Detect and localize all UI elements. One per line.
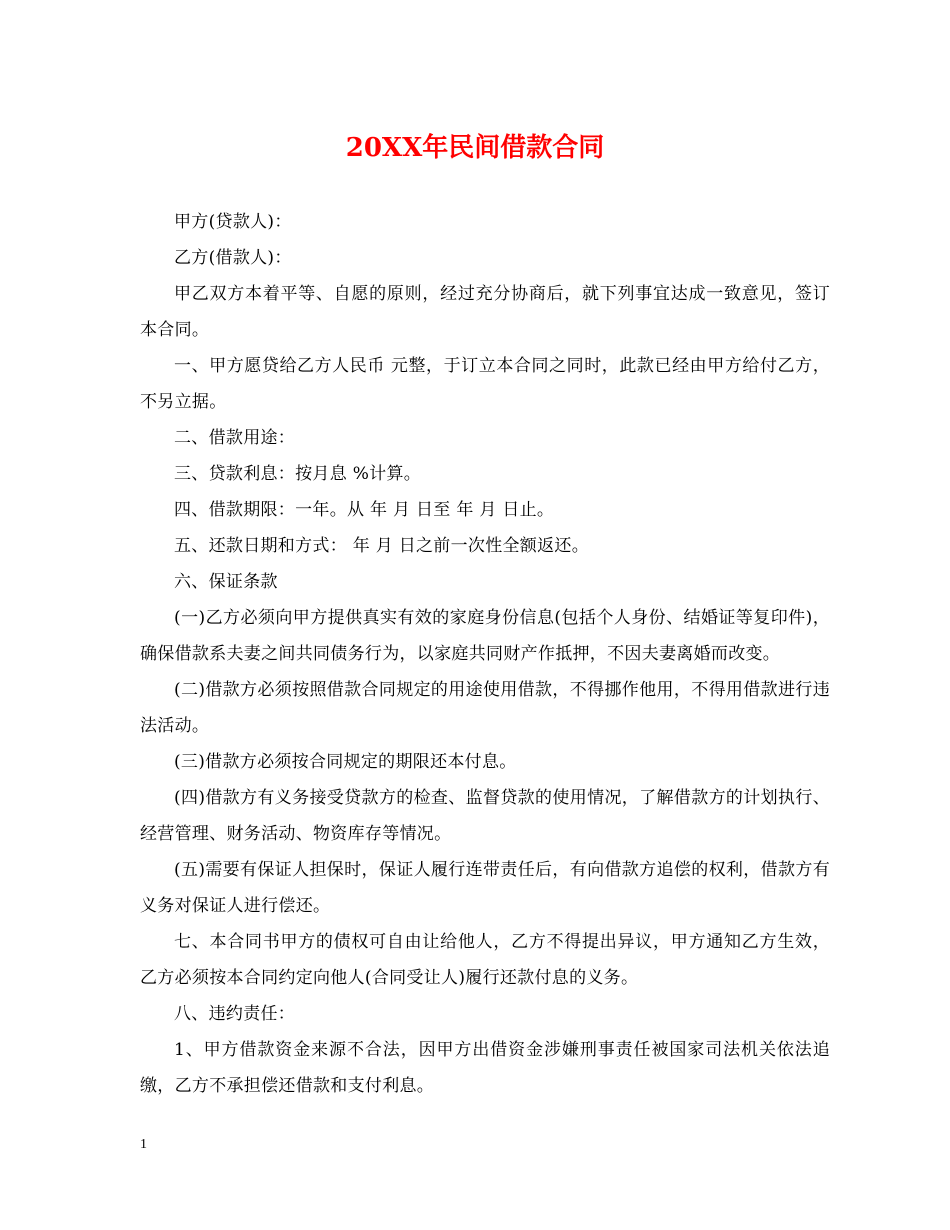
clause-8-item-1: 1、甲方借款资金来源不合法，因甲方出借资金涉嫌刑事责任被国家司法机关依法追缴，乙方不承担偿还借款和支付利息。 <box>140 1040 830 1096</box>
party-a-line: 甲方(贷款人)： <box>174 212 292 232</box>
document-title: 20XX年民间借款合同 <box>345 133 605 163</box>
party-b-line: 乙方(借款人)： <box>174 248 292 268</box>
preamble-paragraph: 甲乙双方本着平等、自愿的原则，经过充分协商后，就下列事宜达成一致意见，签订本合同。 <box>140 284 830 340</box>
clause-6-item-1: (一)乙方必须向甲方提供真实有效的家庭身份信息(包括个人身份、结婚证等复印件)，确保借款系夫妻之间共同债务行为，以家庭共同财产作抵押，不因夫妻离婚而改变。 <box>140 608 830 664</box>
clause-3-paragraph: 三、贷款利息：按月息 %计算。 <box>174 464 422 484</box>
clause-7-paragraph: 七、本合同书甲方的债权可自由让给他人，乙方不得提出异议，甲方通知乙方生效，乙方必须按本合同约定向他人(合同受让人)履行还款付息的义务。 <box>140 932 830 988</box>
clause-6-item-5: (五)需要有保证人担保时，保证人履行连带责任后，有向借款方追偿的权利，借款方有义务对保证人进行偿还。 <box>140 860 830 916</box>
clause-6-item-3: (三)借款方必须按合同规定的期限还本付息。 <box>174 752 517 772</box>
document-body <box>140 204 830 1104</box>
clause-6-item-2: (二)借款方必须按照借款合同规定的用途使用借款，不得挪作他用，不得用借款进行违法活动。 <box>140 680 830 736</box>
clause-6-item-4: (四)借款方有义务接受贷款方的检查、监督贷款的使用情况，了解借款方的计划执行、经营管理、财务活动、物资库存等情况。 <box>140 788 830 844</box>
clause-2-paragraph: 二、借款用途： <box>174 428 296 448</box>
clause-8-heading: 八、违约责任： <box>174 1004 296 1024</box>
clause-1-paragraph: 一、甲方愿贷给乙方人民币 元整，于订立本合同之同时，此款已经由甲方给付乙方，不另立据。 <box>140 356 830 412</box>
clause-5-paragraph: 五、还款日期和方式： 年 月 日之前一次性全额返还。 <box>174 536 590 556</box>
clause-6-heading: 六、保证条款 <box>174 572 278 592</box>
clause-4-paragraph: 四、借款期限：一年。从 年 月 日至 年 月 日止。 <box>174 500 555 520</box>
page-number: 1 <box>140 1137 147 1152</box>
